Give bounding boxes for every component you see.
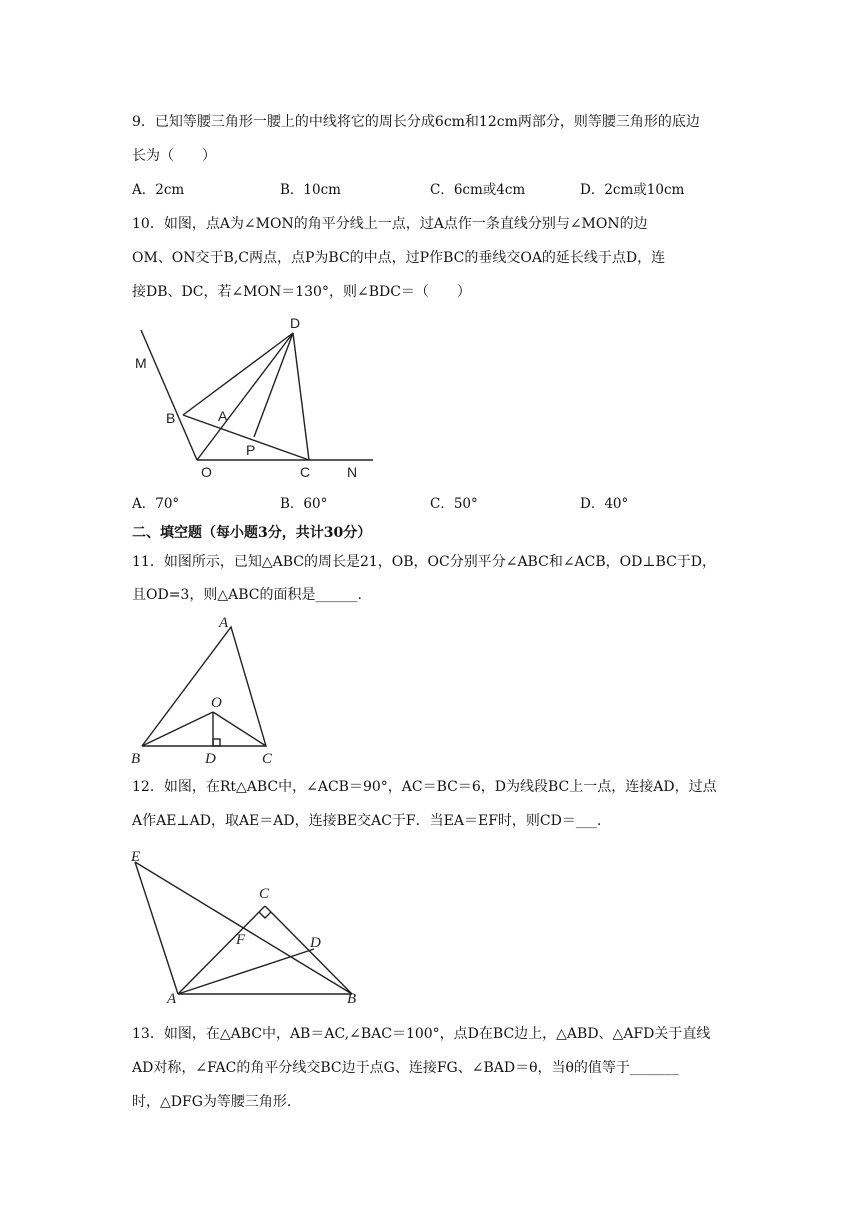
q11-stem-line1: 11．如图所示，已知△ABC的周长是21，OB，OC分别平分∠ABC和∠ACB，OD⊥BC于D， [132,554,717,570]
q11-label-b: B [131,751,141,767]
q12-stem-line1: 12．如图，在Rt△ABC中，∠ACB＝90°，AC＝BC＝6，D为线段BC上一点，连接AD，过点 [132,779,717,795]
q12-label-b: B [347,991,357,1007]
q11-label-d: D [205,751,216,767]
q9-option-b: B．10cm [280,182,341,198]
q10-label-o: O [201,464,212,480]
q10-option-a: A．70° [132,496,180,512]
q10-label-d: D [290,315,301,331]
q9-stem-line1: 9．已知等腰三角形一腰上的中线将它的周长分成6cm和12cm两部分，则等腰三角形的底边 [132,114,700,130]
q12-label-c: C [259,886,270,902]
q13-stem-line1: 13．如图，在△ABC中，AB＝AC,∠BAC＝100°，点D在BC边上，△ABD、△AFD关于直线 [132,1026,711,1042]
q10-label-p: P [246,442,256,458]
q13-stem-line2: AD对称，∠FAC的角平分线交BC边于点G、连接FG、∠BAD＝θ，当θ的值等于_______ [132,1060,679,1076]
q10-label-a: A [218,408,228,424]
q9-stem-line2: 长为（ ） [132,148,216,164]
q10-stem-line2: OM、ON交于B,C两点，点P为BC的中点，过P作BC的垂线交OA的延长线于点D，连 [132,250,666,266]
q12-label-e: E [131,849,141,865]
q9-option-c: C．6cm或4cm [430,182,526,198]
q12-label-f: F [236,932,246,948]
q9-option-a: A．2cm [132,182,185,198]
q13-stem-line3: 时，△DFG为等腰三角形. [132,1094,292,1110]
q12-label-a: A [167,991,177,1007]
q11-label-c: C [262,751,273,767]
q10-label-n: N [347,464,358,480]
q12-label-d: D [310,935,321,951]
q11-label-a: A [219,615,229,631]
q10-label-c: C [300,464,311,480]
q10-label-m: M [135,355,147,371]
q10-option-b: B．60° [280,496,328,512]
q10-option-c: C．50° [430,496,478,512]
q12-stem-line2: A作AE⊥AD，取AE＝AD，连接BE交AC于F．当EA＝EF时，则CD＝___. [132,813,602,829]
q11-label-o: O [211,695,222,711]
q10-label-b: B [166,410,176,426]
q9-option-d: D．2cm或10cm [580,182,685,198]
q10-stem-line3: 接DB、DC，若∠MON＝130°，则∠BDC＝（ ） [132,284,471,300]
q10-stem-line1: 10．如图，点A为∠MON的角平分线上一点，过A点作一条直线分别与∠MON的边 [132,216,648,232]
q10-option-d: D．40° [580,496,629,512]
section-title: 二、填空题（每小题3分，共计30分） [132,525,372,541]
q11-stem-line2: 且OD=3，则△ABC的面积是______. [132,587,362,603]
